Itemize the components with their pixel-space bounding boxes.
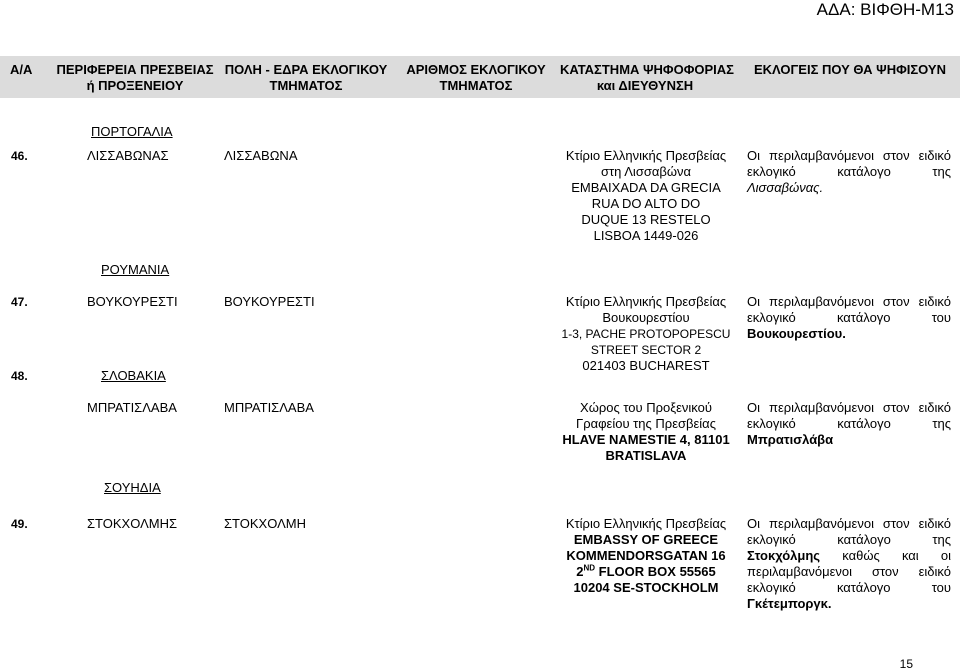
region-bucharest: ΒΟΥΚΟΥΡΕΣΤΙ: [87, 294, 178, 309]
address-lisbon: Κτίριο Ελληνικής Πρεσβείας στη Λισσαβώνα EMBAIXADA DA GRECIA RUA DO ALTO DO DUQUE 13 RESTELO LISBOA 1449-026: [565, 148, 727, 243]
address-bratislava: Χώρος του Προξενικού Γραφείου της Πρεσβείας HLAVE NAMESTIE 4, 81101 BRATISLAVA: [562, 400, 730, 463]
row-number-48: 48.: [11, 369, 28, 383]
voters-stockholm: Οι περιλαμβανόμενοι στον ειδικό εκλογικό κατάλογο της Στοκχόλμης καθώς και οι περιλαμβανόμενοι στον ειδικό εκλογικό κατάλογο του Γκέτεμποργκ.: [747, 516, 951, 611]
row-number-49: 49.: [11, 517, 28, 531]
country-sweden: ΣΟΥΗΔΙΑ: [104, 480, 161, 495]
header-aa: Α/Α: [10, 62, 33, 77]
region-lisbon: ΛΙΣΣΑΒΩΝΑΣ: [87, 148, 169, 163]
country-romania: ΡΟΥΜΑΝΙΑ: [101, 262, 170, 277]
city-stockholm: ΣΤΟΚΧΟΛΜΗ: [224, 516, 306, 531]
row-number-47: 47.: [11, 295, 28, 309]
ada-code: ΑΔΑ: ΒΙΦΘΗ-Μ13: [816, 0, 954, 19]
row-number-46: 46.: [11, 149, 28, 163]
page-number: 15: [899, 657, 913, 671]
voters-bucharest: Οι περιλαμβανόμενοι στον ειδικό εκλογικό κατάλογο του Βουκουρεστίου.: [747, 294, 951, 341]
address-stockholm: Κτίριο Ελληνικής Πρεσβείας EMBASSY OF GREECE KOMMENDORSGATAN 16 2ND FLOOR BOX 55565 10204 SE-STOCKHOLM: [565, 516, 727, 595]
city-bratislava: ΜΠΡΑΤΙΣΛΑΒΑ: [224, 400, 314, 415]
region-bratislava: ΜΠΡΑΤΙΣΛΑΒΑ: [87, 400, 177, 415]
header-city: ΠΟΛΗ - ΕΔΡΑ ΕΚΛΟΓΙΚΟΥ ΤΜΗΜΑΤΟΣ: [224, 62, 388, 93]
region-stockholm: ΣΤΟΚΧΟΛΜΗΣ: [87, 516, 178, 531]
header-number: ΑΡΙΘΜΟΣ ΕΚΛΟΓΙΚΟΥ ΤΜΗΜΑΤΟΣ: [406, 62, 546, 93]
header-region: ΠΕΡΙΦΕΡΕΙΑ ΠΡΕΣΒΕΙΑΣ ή ΠΡΟΞΕΝΕΙΟΥ: [56, 62, 214, 93]
country-slovakia: ΣΛΟΒΑΚΙΑ: [101, 368, 166, 383]
city-bucharest: ΒΟΥΚΟΥΡΕΣΤΙ: [224, 294, 315, 309]
voters-bratislava: Οι περιλαμβανόμενοι στον ειδικό εκλογικό κατάλογο της Μπρατισλάβα: [747, 400, 951, 447]
address-bucharest: Κτίριο Ελληνικής Πρεσβείας Βουκουρεστίου 1-3, PACHE PROTOPOPESCU STREET SECTOR 2 021403 BUCHAREST: [561, 294, 731, 373]
city-lisbon: ΛΙΣΣΑΒΩΝΑ: [224, 148, 298, 163]
voters-lisbon: Οι περιλαμβανόμενοι στον ειδικό εκλογικό κατάλογο της Λισσαβώνας.: [747, 148, 951, 195]
header-store: ΚΑΤΑΣΤΗΜΑ ΨΗΦΟΦΟΡΙΑΣ και ΔΙΕΥΘΥΝΣΗ: [560, 62, 734, 93]
header-voters: ΕΚΛΟΓΕΙΣ ΠΟΥ ΘΑ ΨΗΦΙΣΟΥΝ: [754, 62, 946, 77]
country-portugal: ΠΟΡΤΟΓΑΛΙΑ: [91, 124, 173, 139]
